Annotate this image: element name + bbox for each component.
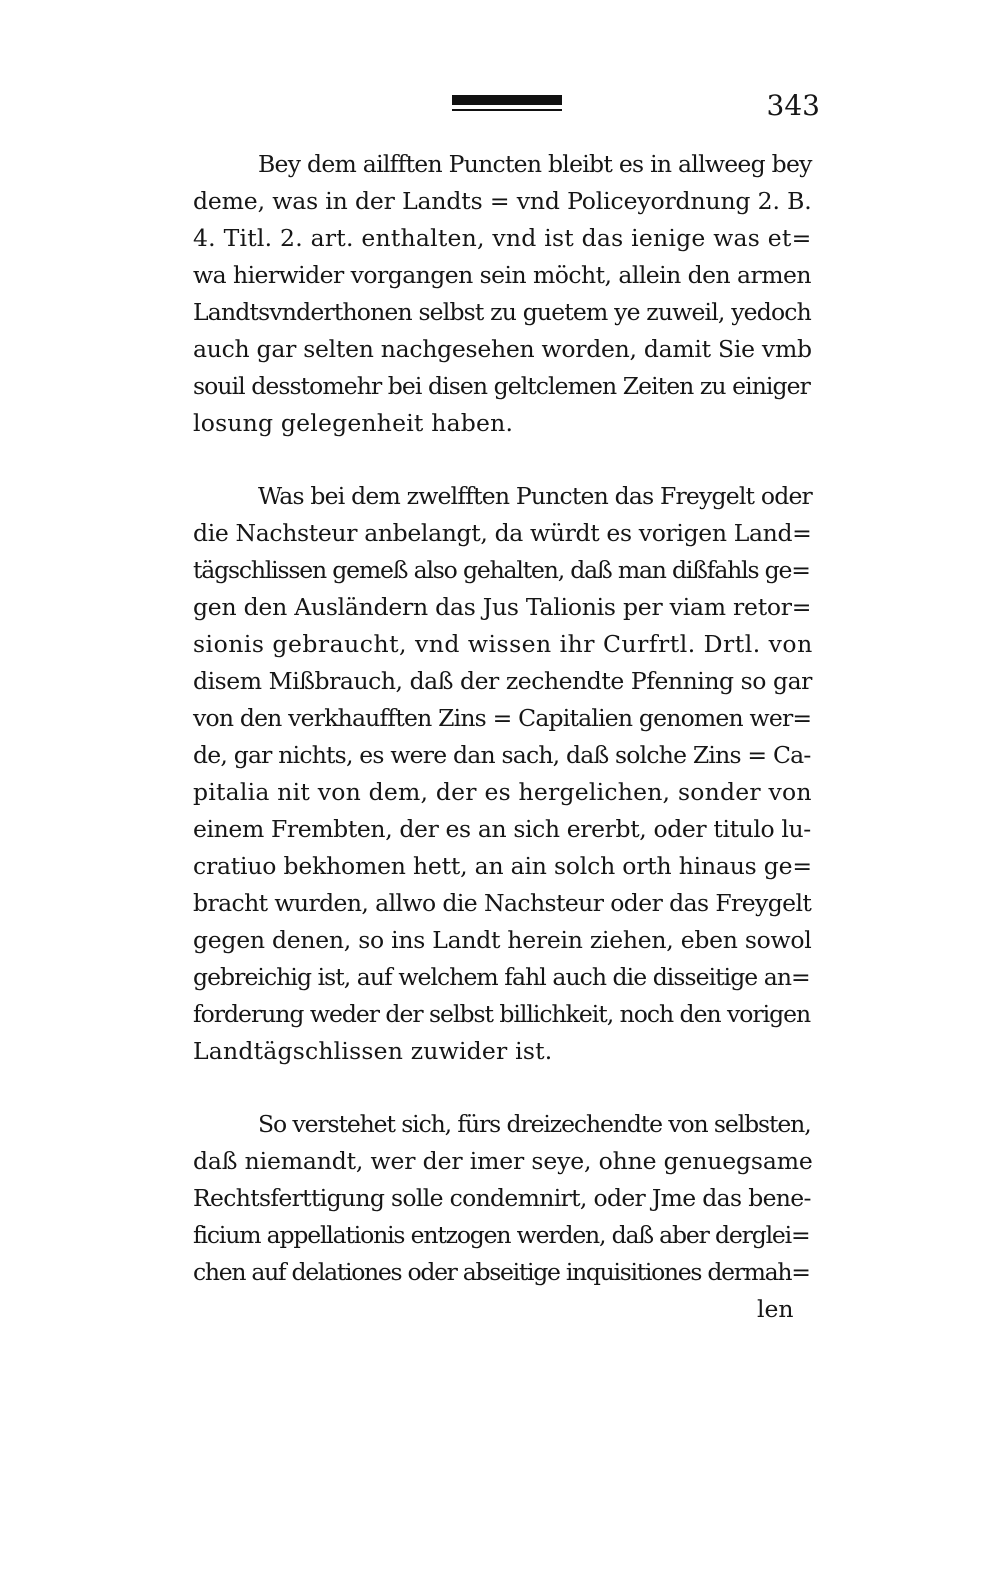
text-line: 4. Titl. 2. art. enthalten, vnd ist das ienige was et= [193, 224, 812, 252]
text-line: Bey dem ailfften Puncten bleibt es in allweeg bey [258, 150, 812, 178]
text-line: cratiuo bekhomen hett, an ain solch orth hinaus ge= [193, 852, 812, 880]
text-line: Landtsvnderthonen selbst zu guetem ye zuweil, yedoch [193, 298, 811, 326]
text-line: einem Frembten, der es an sich ererbt, oder titulo lu- [193, 815, 811, 843]
text-line: tägschlissen gemeß also gehalten, daß man dißfahls ge= [193, 556, 810, 584]
text-line: die Nachsteur anbelangt, da würdt es vorigen Land= [193, 519, 812, 547]
text-line: Landtägschlissen zuwider ist. [193, 1037, 553, 1065]
catchword: len [757, 1295, 794, 1323]
text-line: So verstehet sich, fürs dreizechendte von selbsten, [258, 1110, 811, 1138]
text-line: bracht wurden, allwo die Nachsteur oder das Freygelt [193, 889, 812, 917]
text-line: gen den Ausländern das Jus Talionis per viam retor= [193, 593, 812, 621]
text-line: pitalia nit von dem, der es hergelichen, sonder von [193, 778, 812, 806]
text-line: de, gar nichts, es were dan sach, daß solche Zins = Ca- [193, 741, 811, 769]
header-rule-thick [452, 95, 562, 105]
page-number: 343 [766, 89, 820, 122]
text-line: deme, was in der Landts = vnd Policeyordnung 2. B. [193, 187, 812, 215]
text-line: gebreichig ist, auf welchem fahl auch die disseitige an= [193, 963, 810, 991]
text-line: Rechtsferttigung solle condemnirt, oder Jme das bene- [193, 1184, 811, 1212]
text-line: souil desstomehr bei disen geltclemen Zeiten zu einiger [193, 372, 810, 400]
text-line: auch gar selten nachgesehen worden, damit Sie vmb [193, 335, 812, 363]
text-line: Was bei dem zwelfften Puncten das Freygelt oder [258, 482, 812, 510]
text-line: von den verkhaufften Zins = Capitalien genomen wer= [193, 704, 812, 732]
text-line: chen auf delationes oder abseitige inquisitiones dermah= [193, 1258, 810, 1286]
text-line: disem Mißbrauch, daß der zechendte Pfenning so gar [193, 667, 812, 695]
text-line: forderung weder der selbst billichkeit, noch den vorigen [193, 1000, 811, 1028]
text-line: losung gelegenheit haben. [193, 409, 514, 437]
text-line: sionis gebraucht, vnd wissen ihr Curfrtl. Drtl. von [193, 630, 813, 658]
header-rule-thin [452, 109, 562, 111]
text-line: gegen denen, so ins Landt herein ziehen, eben sowol [193, 926, 812, 954]
text-line: ficium appellationis entzogen werden, daß aber derglei= [193, 1221, 810, 1249]
header-rule [452, 95, 562, 111]
text-line: daß niemandt, wer der imer seye, ohne genuegsame [193, 1147, 813, 1175]
text-line: wa hierwider vorgangen sein möcht, allein den armen [193, 261, 811, 289]
